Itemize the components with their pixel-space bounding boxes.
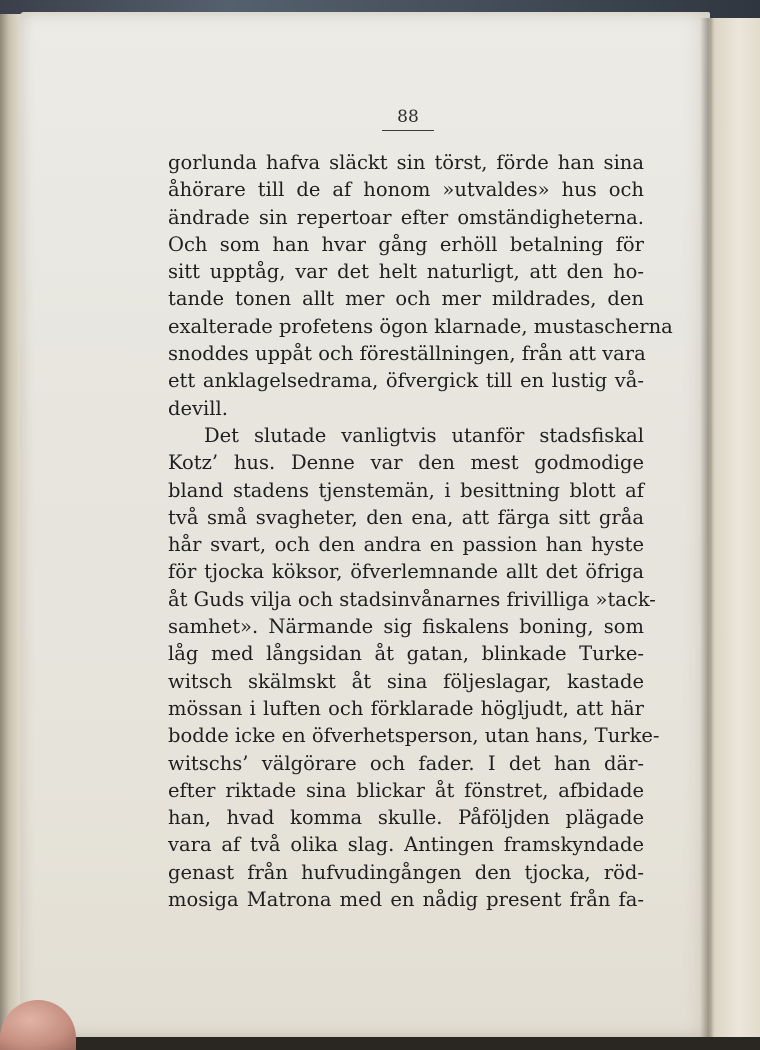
text-line: Kotz’ hus. Denne var den mest godmodige <box>168 451 644 475</box>
text-line: Och som han hvar gång erhöll betalning för <box>168 232 644 256</box>
text-line: två små svagheter, den ena, att färga sitt gråa <box>168 505 644 529</box>
page-number: 88 <box>397 107 419 127</box>
page-number-rule <box>382 130 434 131</box>
text-line: tande tonen allt mer och mer mildrades, den <box>168 287 644 311</box>
text-line: han, hvad komma skulle. Påföljden plägade <box>168 806 644 830</box>
text-line: låg med långsidan åt gatan, blinkade Turke- <box>168 642 644 666</box>
text-line: mössan i luften och förklarade högljudt, att här <box>168 696 644 720</box>
facing-page <box>706 18 760 1037</box>
text-line: för tjocka köksor, öfverlemnande allt det öfriga <box>168 560 644 584</box>
text-line: bland stadens tjenstemän, i besittning blott af <box>168 478 644 502</box>
text-line: sitt upptåg, var det helt naturligt, att den ho- <box>168 260 644 284</box>
page-body <box>168 149 673 913</box>
text-line: gorlunda hafva släckt sin törst, förde han sina <box>168 151 644 174</box>
paragraph-start-line: Det slutade vanligtvis utanför stadsfiskal <box>204 423 644 447</box>
text-line: witschs’ välgörare och fader. I det han där- <box>168 751 644 775</box>
text-line: ett anklagelsedrama, öfvergick till en lustig vå- <box>168 369 644 393</box>
text-line: hår svart, och den andra en passion han hyste <box>168 533 644 557</box>
text-line: ändrade sin repertoar efter omständigheterna. <box>168 205 644 229</box>
text-line: åhörare till de af honom »utvaldes» hus och <box>168 178 644 202</box>
book-page <box>20 12 710 1037</box>
text-line: samhet». Närmande sig fiskalens boning, som <box>168 615 644 639</box>
gutter-shadow <box>700 18 714 1037</box>
text-line: efter riktade sina blickar åt fönstret, afbidade <box>168 778 644 802</box>
text-line: exalterade profetens ögon klarnade, mustascherna <box>168 314 673 338</box>
text-line: devill. <box>168 396 228 420</box>
text-line: bodde icke en öfverhetsperson, utan hans, Turke- <box>168 724 660 748</box>
text-line: snoddes uppåt och föreställningen, från att vara <box>168 342 646 366</box>
text-line: mosiga Matrona med en nådig present från fa- <box>168 888 644 912</box>
text-line: witsch skälmskt åt sina följeslagar, kastade <box>168 669 644 693</box>
text-line: vara af två olika slag. Antingen framskyndade <box>168 833 644 857</box>
text-line: genast från hufvudingången den tjocka, röd- <box>168 860 644 884</box>
text-line: åt Guds vilja och stadsinvånarnes frivilliga »tack- <box>168 587 656 611</box>
